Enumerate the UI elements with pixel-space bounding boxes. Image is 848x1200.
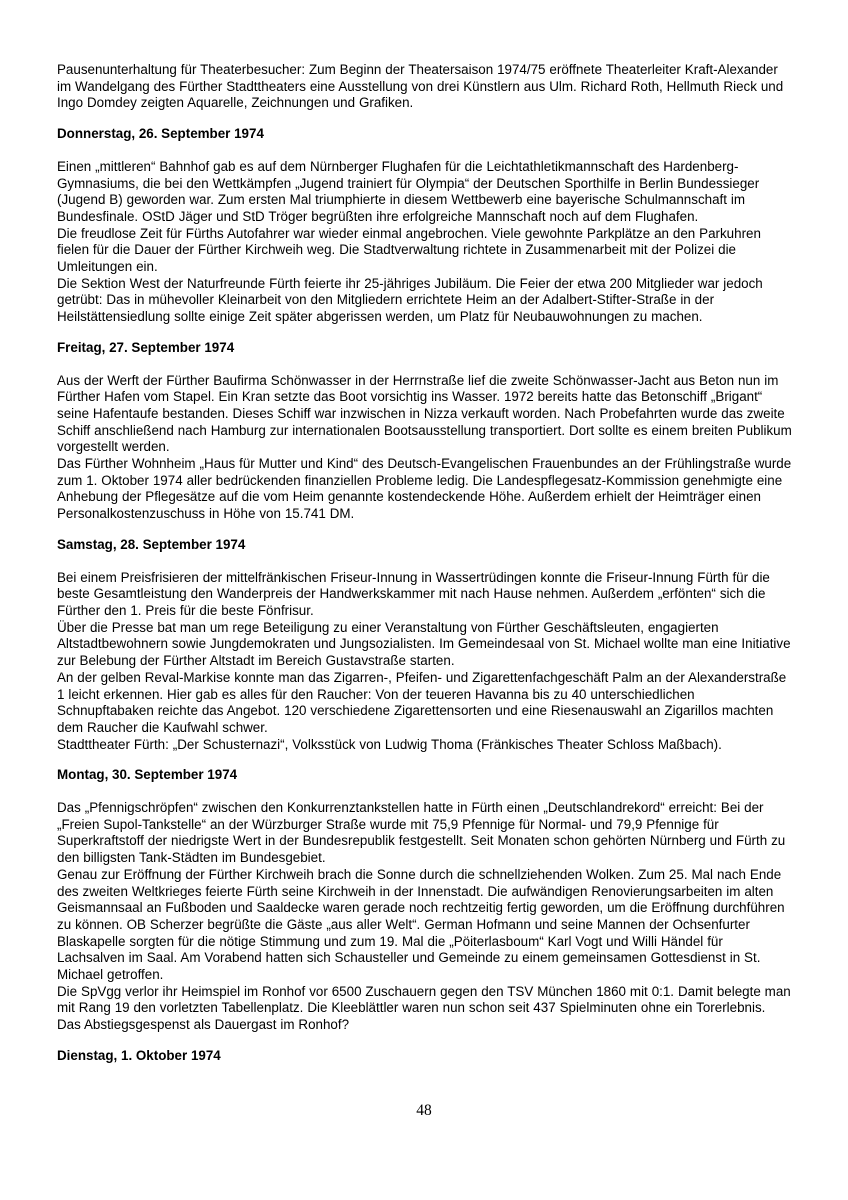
page-number: 48 xyxy=(416,1102,432,1119)
chronicle-section xyxy=(57,537,792,753)
chronicle-section xyxy=(57,126,792,326)
paragraph: Genau zur Eröffnung der Fürther Kirchweih brach die Sonne durch die schnellziehenden Wolken. Zum 25. Mal nach Ende des zweiten Weltkrieges feierte Fürth seine Kirchweih in der Innenstadt. Die aufwändigen Renovierungsarbeiten im alten Geismannsaal an Fußboden und Saaldecke waren gerade noch rechtzeitig fertig geworden, um die Eröffnung durchführen zu können. OB Scherzer begrüßte die Gäste „aus aller Welt“. German Hofmann und seine Mannen der Ochsenfurter Blaskapelle sorgten für die nötige Stimmung und zum 19. Mal die „Pöiterlasboum“ Karl Vogt und Willi Händel für Lachsalven im Saal. Am Vorabend hatten sich Schausteller und Gemeinde zu einem gemeinsamen Gottesdienst in St. Michael getroffen. xyxy=(57,866,785,983)
section-paragraphs xyxy=(57,373,792,523)
date-heading: Freitag, 27. September 1974 xyxy=(57,339,235,355)
section-paragraphs xyxy=(57,570,792,754)
paragraph: Einen „mittleren“ Bahnhof gab es auf dem Nürnberger Flughafen für die Leichtathletikmannschaft des Hardenberg-Gymnasiums, die bei den Wettkämpfen „Jugend trainiert für Olympia“ der Deutschen Sporthilfe in Berlin Bundessieger (Jugend B) geworden war. Zum ersten Mal triumphierte in diesem Wettbewerb eine bayerische Schulmannschaft im Bundesfinale. OStD Jäger und StD Tröger begrüßten ihre erfolgreiche Mannschaft noch auf dem Flughafen. xyxy=(57,158,760,224)
date-heading: Dienstag, 1. Oktober 1974 xyxy=(57,1047,221,1063)
chronicle-section xyxy=(57,767,792,1034)
paragraph: Aus der Werft der Fürther Baufirma Schönwasser in der Herrnstraße lief die zweite Schönwasser-Jacht aus Beton nun im Fürther Hafen vom Stapel. Ein Kran setzte das Boot vorsichtig ins Wasser. 1972 bereits hatte das Betonschiff „Brigant“ seine Hafentaufe bestanden. Dieses Schiff war inzwischen in Nizza verkauft worden. Nach Probefahrten wurde das zweite Schiff anschließend nach Hamburg zur internationalen Bootsausstellung transportiert. Dort sollte es einem breiten Publikum vorgestellt werden. xyxy=(57,372,792,455)
date-heading: Montag, 30. September 1974 xyxy=(57,767,238,783)
section-paragraphs xyxy=(57,159,792,326)
chronicle-section xyxy=(57,62,792,112)
paragraph: Stadttheater Fürth: „Der Schusternazi“, Volksstück von Ludwig Thoma (Fränkisches Theater Schloss Maßbach). xyxy=(57,736,722,752)
section-paragraphs xyxy=(57,800,792,1034)
paragraph: Das „Pfennigschröpfen“ zwischen den Konkurrenztankstellen hatte in Fürth einen „Deutschlandrekord“ erreicht: Bei der „Freien Supol-Tankstelle“ an der Würzburger Straße wurde mit 75,9 Pfennige für Normal- und 79,9 Pfennige für Superkraftstoff der niedrigste Wert in der Bundesrepublik festgestellt. Seit Monaten schon gehörten Nürnberg und Fürth zu den billigsten Tank-Städten im Bundesgebiet. xyxy=(57,800,786,866)
paragraph: Über die Presse bat man um rege Beteiligung zu einer Veranstaltung von Fürther Geschäftsleuten, engagierten Altstadtbewohnern sowie Jungdemokraten und Jungsozialisten. Im Gemeindesaal von St. Michael wollte man eine Initiative zur Belebung der Fürther Altstadt im Bereich Gustavstraße starten. xyxy=(57,619,791,669)
paragraph: Die SpVgg verlor ihr Heimspiel im Ronhof vor 6500 Zuschauern gegen den TSV München 1860 mit 0:1. Damit belegte man mit Rang 19 den vorletzten Tabellenplatz. Die Kleeblättler waren nun schon seit 437 Spielminuten ohne ein Torerlebnis. Das Abstiegsgespenst als Dauergast im Ronhof? xyxy=(57,983,791,1033)
paragraph: Die Sektion West der Naturfreunde Fürth feierte ihr 25-jähriges Jubiläum. Die Feier der etwa 200 Mitglieder war jedoch getrübt: Das in mühevoller Kleinarbeit von den Mitgliedern errichtete Heim an der Adalbert-Stifter-Straße in der Heilstättensiedlung sollte einige Zeit später abgerissen werden, um Platz für Neubauwohnungen zu machen. xyxy=(57,275,763,325)
paragraph: An der gelben Reval-Markise konnte man das Zigarren-, Pfeifen- und Zigarettenfachgeschäft Palm an der Alexanderstraße 1 leicht erkennen. Hier gab es alles für den Raucher: Von der teueren Havanna bis zu 40 unterschiedlichen Schnupftabaken reichte das Angebot. 120 verschiedene Zigarettensorten und eine Riesenauswahl an Zigarillos machten dem Raucher die Kaufwahl schwer. xyxy=(57,669,787,735)
chronicle-section xyxy=(57,1048,792,1065)
paragraph: Bei einem Preisfrisieren der mittelfränkischen Friseur-Innung in Wassertrüdingen konnte die Friseur-Innung Fürth für die beste Gesamtleistung den Wanderpreis der Handwerkskammer mit nach Hause nehmen. Außerdem „erfönten“ sich die Fürther den 1. Preis für die beste Fönfrisur. xyxy=(57,569,770,618)
section-paragraphs xyxy=(57,62,792,112)
date-heading: Donnerstag, 26. September 1974 xyxy=(57,126,264,142)
paragraph: Die freudlose Zeit für Fürths Autofahrer war wieder einmal angebrochen. Viele gewohnte Parkplätze an den Parkuhren fielen für die Dauer der Fürther Kirchweih weg. Die Stadtverwaltung richtete in Zusammenarbeit mit der Polizei die Umleitungen ein. xyxy=(57,225,761,275)
date-heading: Samstag, 28. September 1974 xyxy=(57,536,246,552)
document-content xyxy=(57,62,792,1065)
chronicle-section xyxy=(57,340,792,523)
paragraph: Das Fürther Wohnheim „Haus für Mutter und Kind“ des Deutsch-Evangelischen Frauenbundes an der Frühlingstraße wurde zum 1. Oktober 1974 aller bedrückenden finanziellen Probleme ledig. Die Landespflegesatz-Kommission genehmigte eine Anhebung der Pflegesätze auf die vom Heim genannte kostendeckende Höhe. Außerdem erhielt der Heimträger einen Personalkostenzuschuss in Höhe von 15.741 DM. xyxy=(57,456,792,522)
paragraph: Pausenunterhaltung für Theaterbesucher: Zum Beginn der Theatersaison 1974/75 eröffnete Theaterleiter Kraft-Alexander im Wandelgang des Fürther Stadttheaters eine Ausstellung von drei Künstlern aus Ulm. Richard Roth, Hellmuth Rieck und Ingo Domdey zeigten Aquarelle, Zeichnungen und Grafiken. xyxy=(57,62,784,111)
